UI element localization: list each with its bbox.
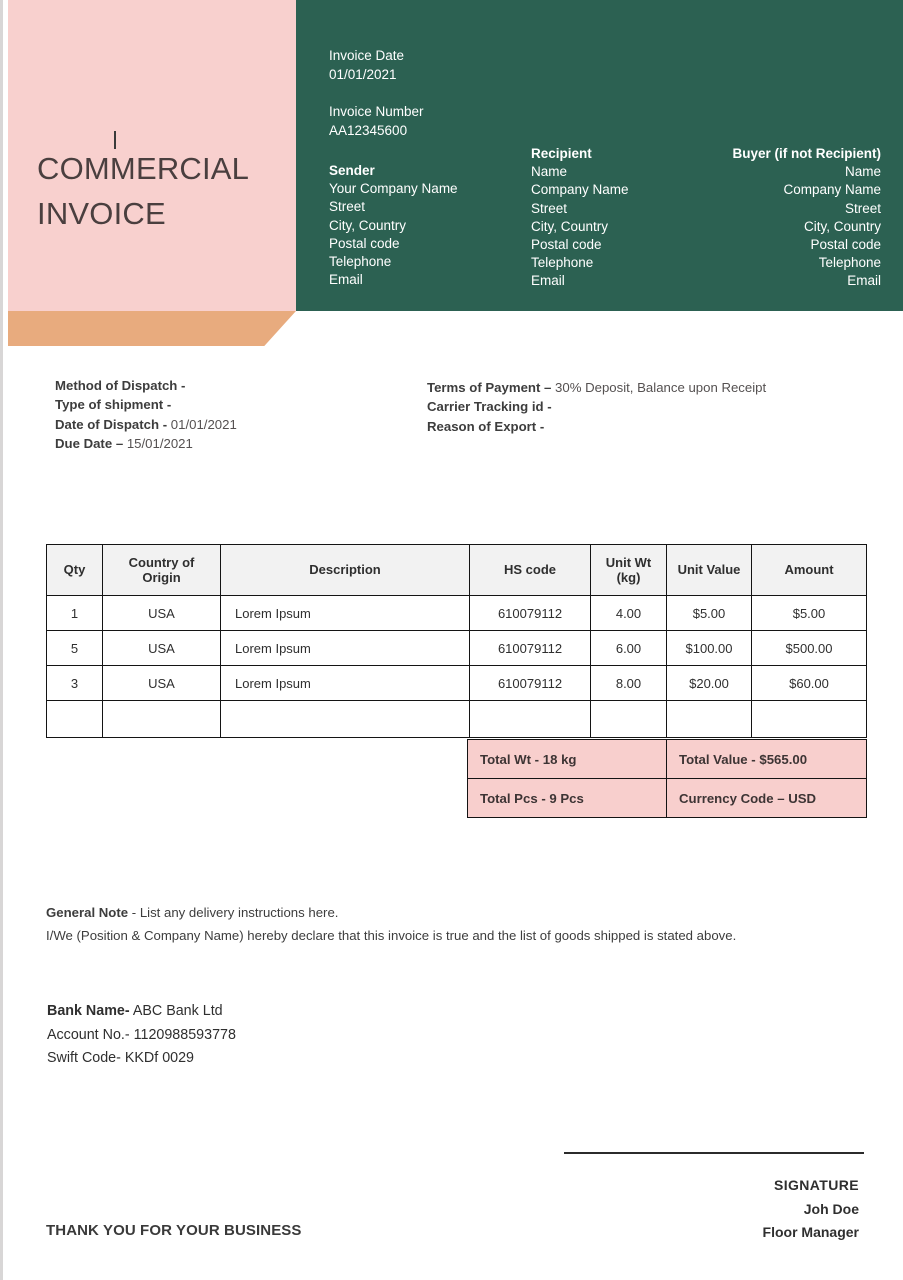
bank-account-number: Account No.- 1120988593778 [47,1026,236,1043]
recipient-line-0: Name [531,164,568,180]
column-header-description: Description [221,545,470,596]
items-table-header-row [47,545,867,596]
column-header-country-of-origin: Country of Origin [103,545,221,596]
cell-qty-empty [47,701,103,738]
recipient-line-4: Postal code [531,237,602,253]
cell-qty: 3 [47,666,103,701]
buyer-line-6: Email [847,273,881,289]
cell-origin: USA [103,666,221,701]
bank-name-row [47,1000,236,1024]
cell-amount: $5.00 [752,596,867,631]
cell-qty: 5 [47,631,103,666]
cell-hs-code: 610079112 [470,666,591,701]
page-title-line1: COMMERCIAL [37,151,250,186]
invoice-number-value: AA12345600 [329,122,408,138]
reason-of-export-label: Reason of Export - [427,418,545,434]
sender-line-5: Email [329,272,363,288]
recipient-line-5: Telephone [531,255,594,271]
buyer-title: Buyer (if not Recipient) [732,146,881,161]
table-row [47,631,867,666]
invoice-meta [329,47,424,159]
cell-description: Lorem Ipsum [221,666,470,701]
invoice-number-label: Invoice Number [329,104,424,119]
sender-line-3: Postal code [329,235,400,251]
type-of-shipment-label: Type of shipment - [55,397,172,413]
buyer-line-2: Street [844,200,881,216]
totals-row-pieces [468,779,867,818]
items-table [46,544,867,738]
notes-section [46,901,876,947]
recipient-title: Recipient [531,146,592,161]
type-of-shipment-row [55,395,237,414]
column-header-amount: Amount [752,545,867,596]
totals-table [467,739,867,818]
cell-amount: $60.00 [752,666,867,701]
cell-amount: $500.00 [752,631,867,666]
cell-unit-wt: 4.00 [591,596,667,631]
sender-line-1: Street [329,199,366,215]
dispatch-column [55,376,237,453]
sender-line-2: City, Country [329,217,407,233]
due-date-row [55,434,237,453]
cell-unit-value-empty [667,701,752,738]
sender-line-0: Your Company Name [329,181,458,197]
terms-of-payment-row [427,378,766,397]
carrier-tracking-label: Carrier Tracking id - [427,399,552,415]
terms-of-payment-label: Terms of Payment – [427,380,552,395]
cell-hs-code: 610079112 [470,596,591,631]
invoice-date-label: Invoice Date [329,48,405,63]
cell-origin: USA [103,596,221,631]
cell-hs-code-empty [470,701,591,738]
cell-qty: 1 [47,596,103,631]
totals-row-weight [468,740,867,779]
buyer-line-1: Company Name [783,182,881,198]
carrier-tracking-row [427,397,766,416]
footer-thank-you: THANK YOU FOR YOUR BUSINESS [46,1222,302,1239]
signatory-name: Joh Doe [803,1200,859,1217]
column-header-qty: Qty [47,545,103,596]
table-row [47,666,867,701]
recipient-line-1: Company Name [531,182,629,198]
currency-code: Currency Code – USD [667,779,867,818]
total-value: Total Value - $565.00 [667,740,867,779]
page-title [37,146,289,236]
cell-unit-wt: 6.00 [591,631,667,666]
recipient-line-6: Email [531,273,565,289]
method-of-dispatch-label: Method of Dispatch - [55,378,186,393]
cell-unit-value: $20.00 [667,666,752,701]
cell-origin: USA [103,631,221,666]
column-header-hs-code: HS code [470,545,591,596]
bank-name-value: ABC Bank Ltd [129,1003,223,1019]
date-of-dispatch-row [55,415,237,434]
terms-of-payment-value: 30% Deposit, Balance upon Receipt [555,380,767,395]
recipient-line-3: City, Country [531,218,609,234]
cell-description-empty [221,701,470,738]
signature-line [564,1152,864,1154]
due-date-value: 15/01/2021 [126,435,193,451]
invoice-number-block [329,103,424,140]
column-header-unit-value: Unit Value [667,545,752,596]
signature-label: SIGNATURE [773,1177,859,1193]
cell-description: Lorem Ipsum [221,596,470,631]
buyer-line-0: Name [844,164,881,180]
general-note-text: - List any delivery instructions here. [128,905,339,920]
cell-origin-empty [103,701,221,738]
declaration-text: I/We (Position & Company Name) hereby declare that this invoice is true and the list of goods shipped is stated above. [46,928,737,943]
due-date-label: Due Date – [55,435,124,451]
cell-amount-empty [752,701,867,738]
signatory-role: Floor Manager [762,1224,859,1240]
buyer-block [732,145,881,291]
buyer-line-3: City, Country [803,218,881,234]
general-note-label: General Note [46,905,129,920]
reason-of-export-row [427,417,766,436]
cell-unit-value: $100.00 [667,631,752,666]
buyer-line-5: Telephone [818,255,881,271]
sender-title: Sender [329,163,375,178]
bank-name-label: Bank Name- [47,1003,130,1019]
table-row-empty [47,701,867,738]
buyer-line-4: Postal code [810,237,881,253]
recipient-line-2: Street [531,200,568,216]
sender-line-4: Telephone [329,254,392,270]
column-header-unit-wt: Unit Wt (kg) [591,545,667,596]
table-row [47,596,867,631]
total-pieces: Total Pcs - 9 Pcs [468,779,667,818]
general-note-row [46,901,876,924]
invoice-date-value: 01/01/2021 [329,66,397,82]
cell-unit-value: $5.00 [667,596,752,631]
recipient-block [531,145,629,291]
cell-hs-code: 610079112 [470,631,591,666]
date-of-dispatch-label: Date of Dispatch - [55,416,168,432]
total-weight: Total Wt - 18 kg [468,740,667,779]
cell-description: Lorem Ipsum [221,631,470,666]
signature-block [763,1174,859,1245]
bank-details [47,1000,236,1071]
header-orange-banner [8,311,296,346]
invoice-date-block [329,47,424,84]
date-of-dispatch-value: 01/01/2021 [170,416,237,432]
sender-block [329,162,458,289]
terms-column [427,378,766,436]
method-of-dispatch-row [55,376,237,395]
bank-swift-code: Swift Code- KKDf 0029 [47,1050,195,1066]
cell-unit-wt: 8.00 [591,666,667,701]
page-title-line2: INVOICE [37,196,166,231]
cell-unit-wt-empty [591,701,667,738]
